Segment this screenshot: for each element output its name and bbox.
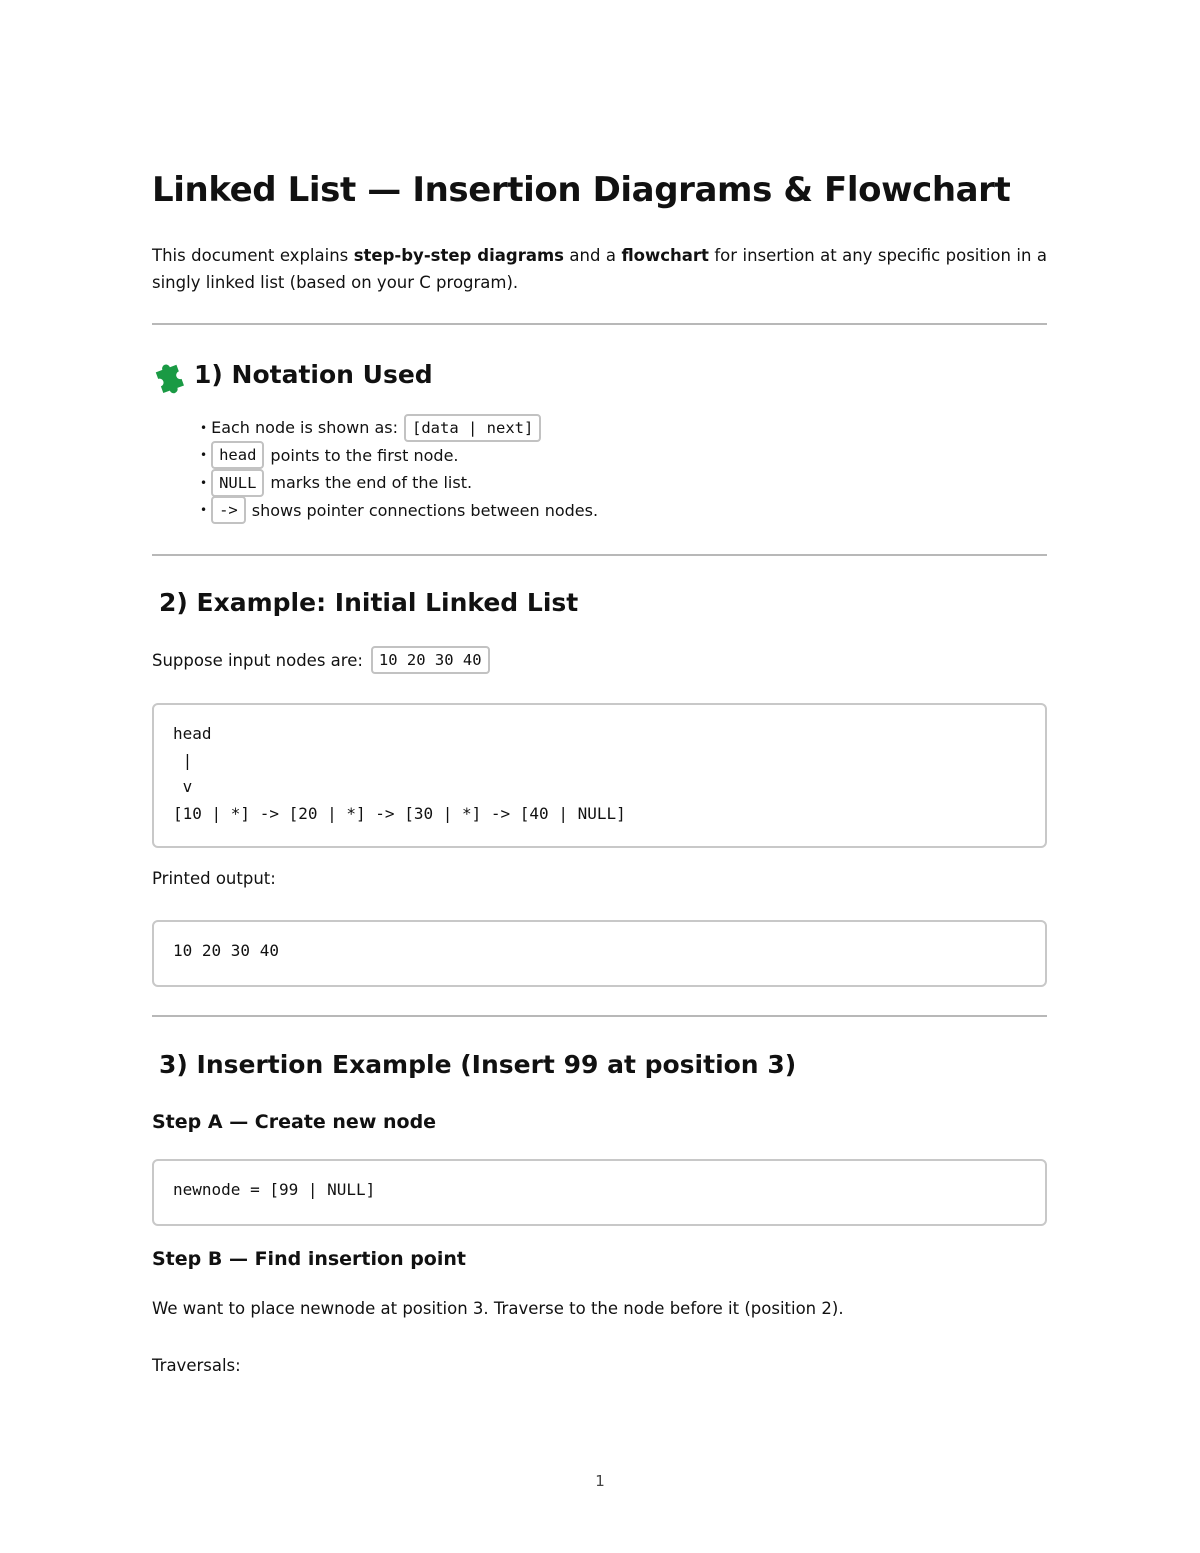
page-title: Linked List — Insertion Diagrams & Flowchart [152,170,1011,210]
suppose-line [152,646,494,674]
divider-2 [152,554,1047,556]
section-heading-notation [152,354,433,394]
inline-code: 10 20 30 40 [371,646,490,674]
bullet: • [200,448,208,463]
notation-list [200,414,598,524]
list-item-text: shows pointer connections between nodes. [251,500,599,520]
list-item-text: Each node is shown as: [211,418,399,438]
page-number: 1 [595,1472,605,1490]
traversals-label: Traversals: [152,1356,241,1375]
initial-list-diagram: head | v [10 | *] -> [20 | *] -> [30 | *] -> [40 | NULL] [152,703,1047,848]
inline-code: NULL [211,469,264,497]
list-item [200,469,598,497]
inline-code: head [211,441,264,469]
list-item-text: points to the first node. [270,445,459,465]
list-item [200,497,598,525]
intro-bold-1: step-by-step diagrams [353,246,564,265]
section-heading-insertion: 3) Insertion Example (Insert 99 at position 3) [159,1050,797,1079]
intro-text-2: and a [564,246,622,265]
step-b-heading: Step B — Find insertion point [152,1248,466,1270]
bullet: • [200,475,208,490]
inline-code: [data | next] [404,414,541,442]
list-item [200,442,598,470]
divider-1 [152,323,1047,325]
bullet: • [200,503,208,518]
section-heading-example: 2) Example: Initial Linked List [159,588,579,617]
list-item-text: marks the end of the list. [270,473,473,493]
puzzle-piece-icon [152,354,192,394]
section-heading-notation-text: 1) Notation Used [194,359,433,389]
intro-text-1: This document explains [152,246,354,265]
bullet: • [200,420,208,435]
divider-3 [152,1015,1047,1017]
printed-output-block: 10 20 30 40 [152,920,1047,987]
inline-code: -> [211,496,246,524]
step-b-text: We want to place newnode at position 3. Traverse to the node before it (position 2). [152,1299,844,1318]
suppose-label: Suppose input nodes are: [152,650,363,670]
intro-bold-2: flowchart [621,246,709,265]
step-a-code: newnode = [99 | NULL] [152,1159,1047,1226]
intro-text-3: for insertion at any specific position in a singly linked list (based on your C program). [152,246,1047,292]
intro-paragraph [152,242,1047,296]
printed-output-label: Printed output: [152,869,276,888]
step-a-heading: Step A — Create new node [152,1111,437,1133]
list-item [200,414,598,442]
